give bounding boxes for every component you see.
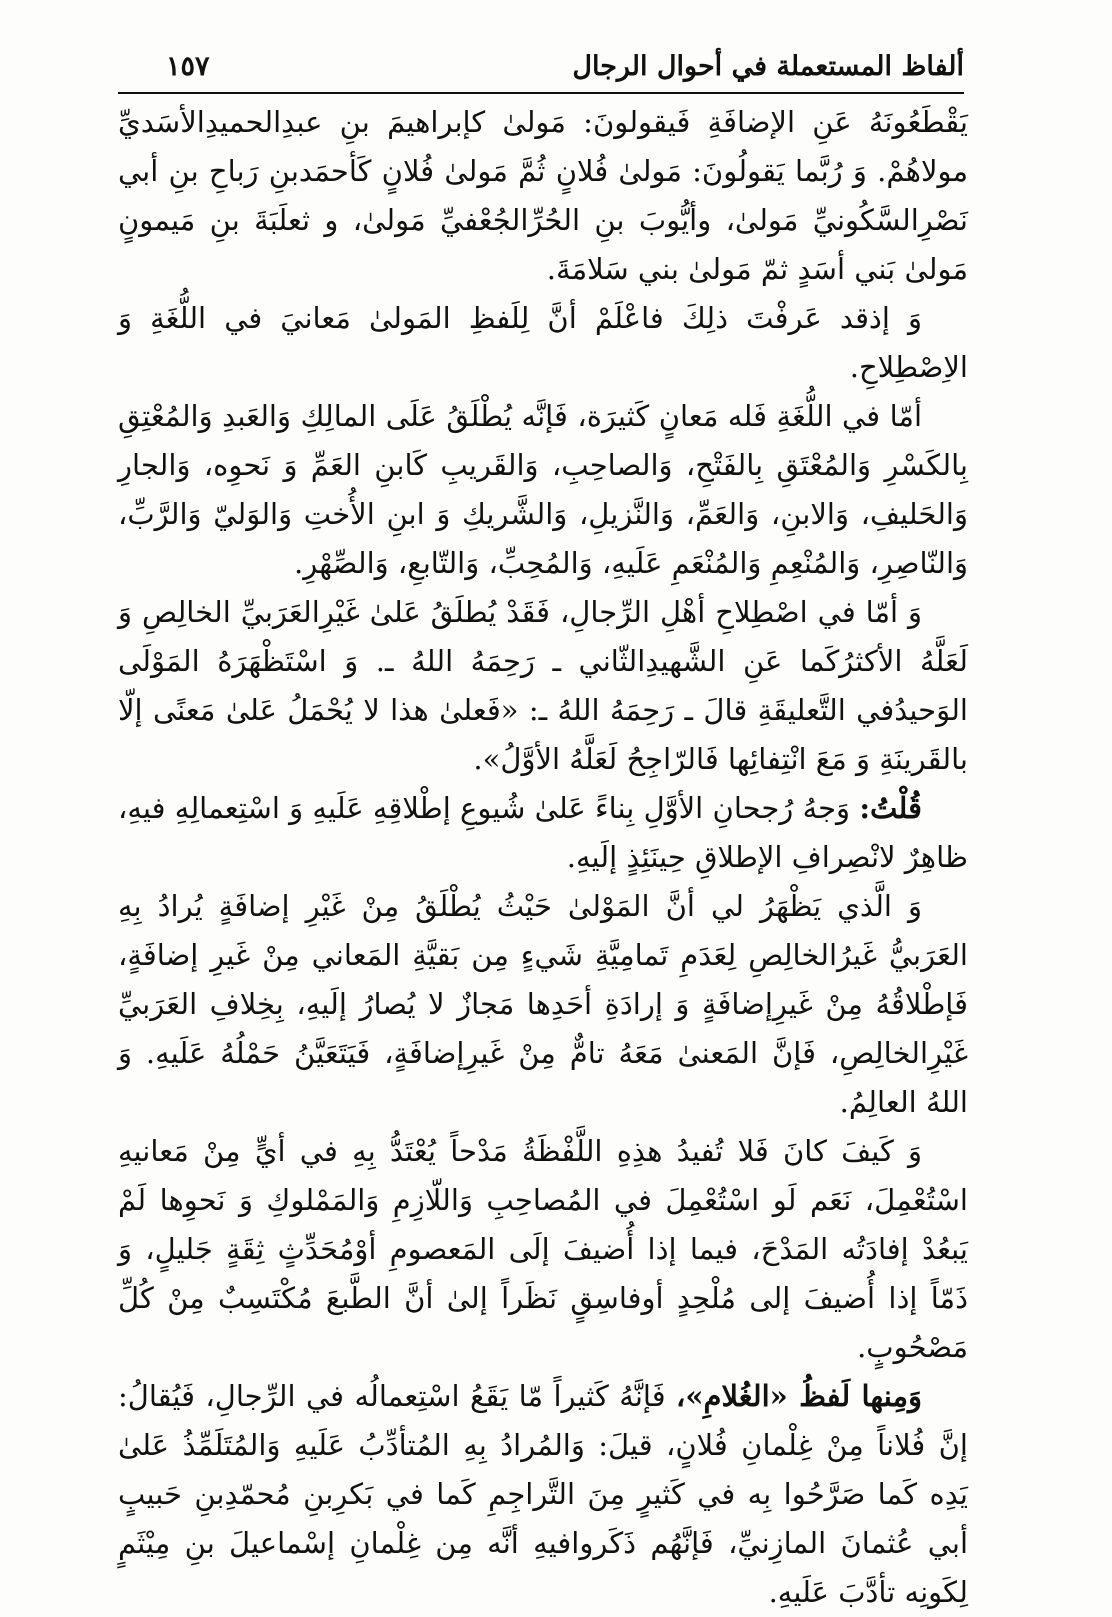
header-divider [118,92,964,94]
body-text [118,98,968,1617]
page-header [118,42,964,90]
paragraph-text: وَ إذقد عَرفْتَ ذلِكَ فاعْلَمْ أنَّ لِلَفظِ المَولىٰ مَعانيَ في اللُّغَةِ وَ الاِصْطِلاحِ. [118,301,968,384]
paragraph-4 [118,588,968,784]
paragraph-text: وَجهُ رُجحانِ الأوَّلِ بِناءً عَلىٰ شُيوعِ إطْلاقِهِ عَلَيهِ وَ اسْتِعمالِهِ فيهِ، ظاهِرٌ لانْصِرافِ الإطلاقِ حِينَئِذٍ إلَيهِ. [118,791,968,874]
paragraph-text: يَقْطَعُونَهُ عَنِ الإضافَةِ فَيقولونَ: مَولىٰ كإبراهيمَ بنِ عبدِالحميدِالأسَديِّ مولاهُمْ. وَ رُبَّما يَقولُونَ: مَولىٰ فُلانٍ ثُمَّ مَولىٰ فُلانٍ كَأحمَدبنِ رَباحِ بنِ أبي نَصْرِالسَّكُونيِّ مَولىٰ، وأيُّوبَ بنِ الحُرِّالجُعْفيِّ مَولىٰ، و ثعلَبَةَ بنِ مَيمونٍ مَولىٰ بَني أسَدٍ ثمّ مَولىٰ بني سَلامَةَ. [118,105,968,286]
paragraph-1 [118,98,968,294]
paragraph-label: وَمِنها لَفظُ «الغُلامِ»، [676,1379,922,1413]
paragraph-label: قُلْتُ: [859,791,922,825]
paragraph-8 [118,1372,968,1617]
running-title: ألفاظ المستعملة في أحوال الرجال [572,50,964,82]
paragraph-3 [118,392,968,588]
paragraph-text: وَ كَيفَ كانَ فَلا تُفيدُ هذِهِ اللَّفْظَةُ مَدْحاً يُعْتَدُّ بِهِ في أيٍّ مِنْ مَعانيهِ اسْتُعْمِلَ، نَعَم لَو اسْتُعْمِلَ في المُصاحِبِ وَاللّازِمِ وَالمَمْلوكِ وَ نَحوِها لَمْ يَبعُدْ إفادَتُه المَدْحَ، فيما إذا أُضيفَ إلَى المَعصومِ أوْمُحَدِّثٍ ثِقَةٍ جَليلٍ، وَ ذَمّاً إذا أُضيفَ إلى مُلْحِدٍ أوفاسِقٍ نَظَراً إلىٰ أنَّ الطَّبعَ مُكْتَسِبٌ مِنْ كُلِّ مَصْحُوبٍ. [118,1134,968,1364]
paragraph-text: وَ أمّا في اصْطِلاحِ أهْلِ الرِّجالِ، فَقَدْ يُطلَقُ عَلىٰ غَيْرِالعَرَبيِّ الخالِصِ وَ لَعَلَّهُ الأكثرُكَما عَنِ الشَّهيدِالثّاني ـ رَحِمَهُ اللهُ ـ. وَ اسْتَظْهَرَهُ المَوْلَى الوَحيدُفي التَّعليقَةِ قالَ ـ رَحِمَهُ اللهُ ـ: «فَعلىٰ هذا لا يُحْمَلُ عَلىٰ مَعنًى إلّا بالقَرينَةِ وَ مَعَ انْتِفائِها فَالرّاجِحُ لَعَلَّهُ الأوَّلُ». [118,595,968,776]
paragraph-7 [118,1127,968,1372]
page-number: ١٥٧ [166,50,210,82]
paragraph-6 [118,882,968,1127]
paragraph-2 [118,294,968,392]
paragraph-5 [118,784,968,882]
paragraph-text: أمّا في اللُّغَةِ فَله مَعانٍ كَثيرَة، فَإنَّه يُطْلَقُ عَلَى المالِكِ وَالعَبدِ وَالمُعْتِقِ بِالكَسْرِ وَالمُعْتَقِ بِالفَتْحِ، وَالصاحِبِ، وَالقَريبِ كَابنِ العَمِّ وَ نَحوِه، وَالجارِ وَالحَليفِ، وَالابنِ، وَالعَمِّ، وَالنَّزيلِ، وَالشَّريكِ وَ ابنِ الأُختِ وَالوَليّ وَالرَّبِّ، وَالنّاصِرِ، وَالمُنْعِمِ وَالمُنْعَمِ عَلَيهِ، وَالمُحِبِّ، وَالتّابعِ، وَالصِّهْرِ. [118,399,968,580]
paragraph-text: وَ الَّذي يَظْهَرُ لي أنَّ المَوْلىٰ حَيْثُ يُطْلَقُ مِنْ غَيْرِ إضافَةٍ يُرادُ بِهِ العَرَبيُّ غَيرُالخالِصِ لِعَدَمِ تَمامِيَّةِ شَيءٍ مِن بَقيَّةِ المَعاني مِنْ غَيرِ إضافَةٍ، فَإطْلاقُهُ مِنْ غَيرِإضافَةٍ وَ إرادَةِ أحَدِها مَجازٌ لا يُصارُ إلَيهِ، بِخِلافِ العَرَبيِّ غَيْرِالخالِصِ، فَإنَّ المَعنىٰ مَعَهُ تامٌّ مِنْ غَيرِإضافَةٍ، فَيَتَعَيَّنُ حَمْلُهُ عَلَيهِ. وَ اللهُ العالِمُ. [118,889,968,1119]
paragraph-text: فَإنَّهُ كَثيراً مّا يَقَعُ اسْتِعمالُه في الرِّجالِ، فَيُقالُ: إنَّ فُلاناً مِنْ غِلْمانِ فُلانٍ، قيلَ: وَالمُرادُ بِهِ المُتأدِّبُ عَلَيهِ وَالمُتَلَمِّذُ عَلىٰ يَدِه كَما صَرَّحُوا بِه في كَثيرٍ مِنَ التَّراجِمِ كَما في بَكرِبنِ مُحمّدِبنِ حَبيبٍ أبي عُثمانَ المازِنيِّ، فَإنَّهُم ذَكَروافيهِ أنَّه مِن غِلْمانِ إسْماعيلَ بنِ مِيْثَمٍ لِكَونِه تأدَّبَ عَلَيهِ. [118,1379,968,1609]
